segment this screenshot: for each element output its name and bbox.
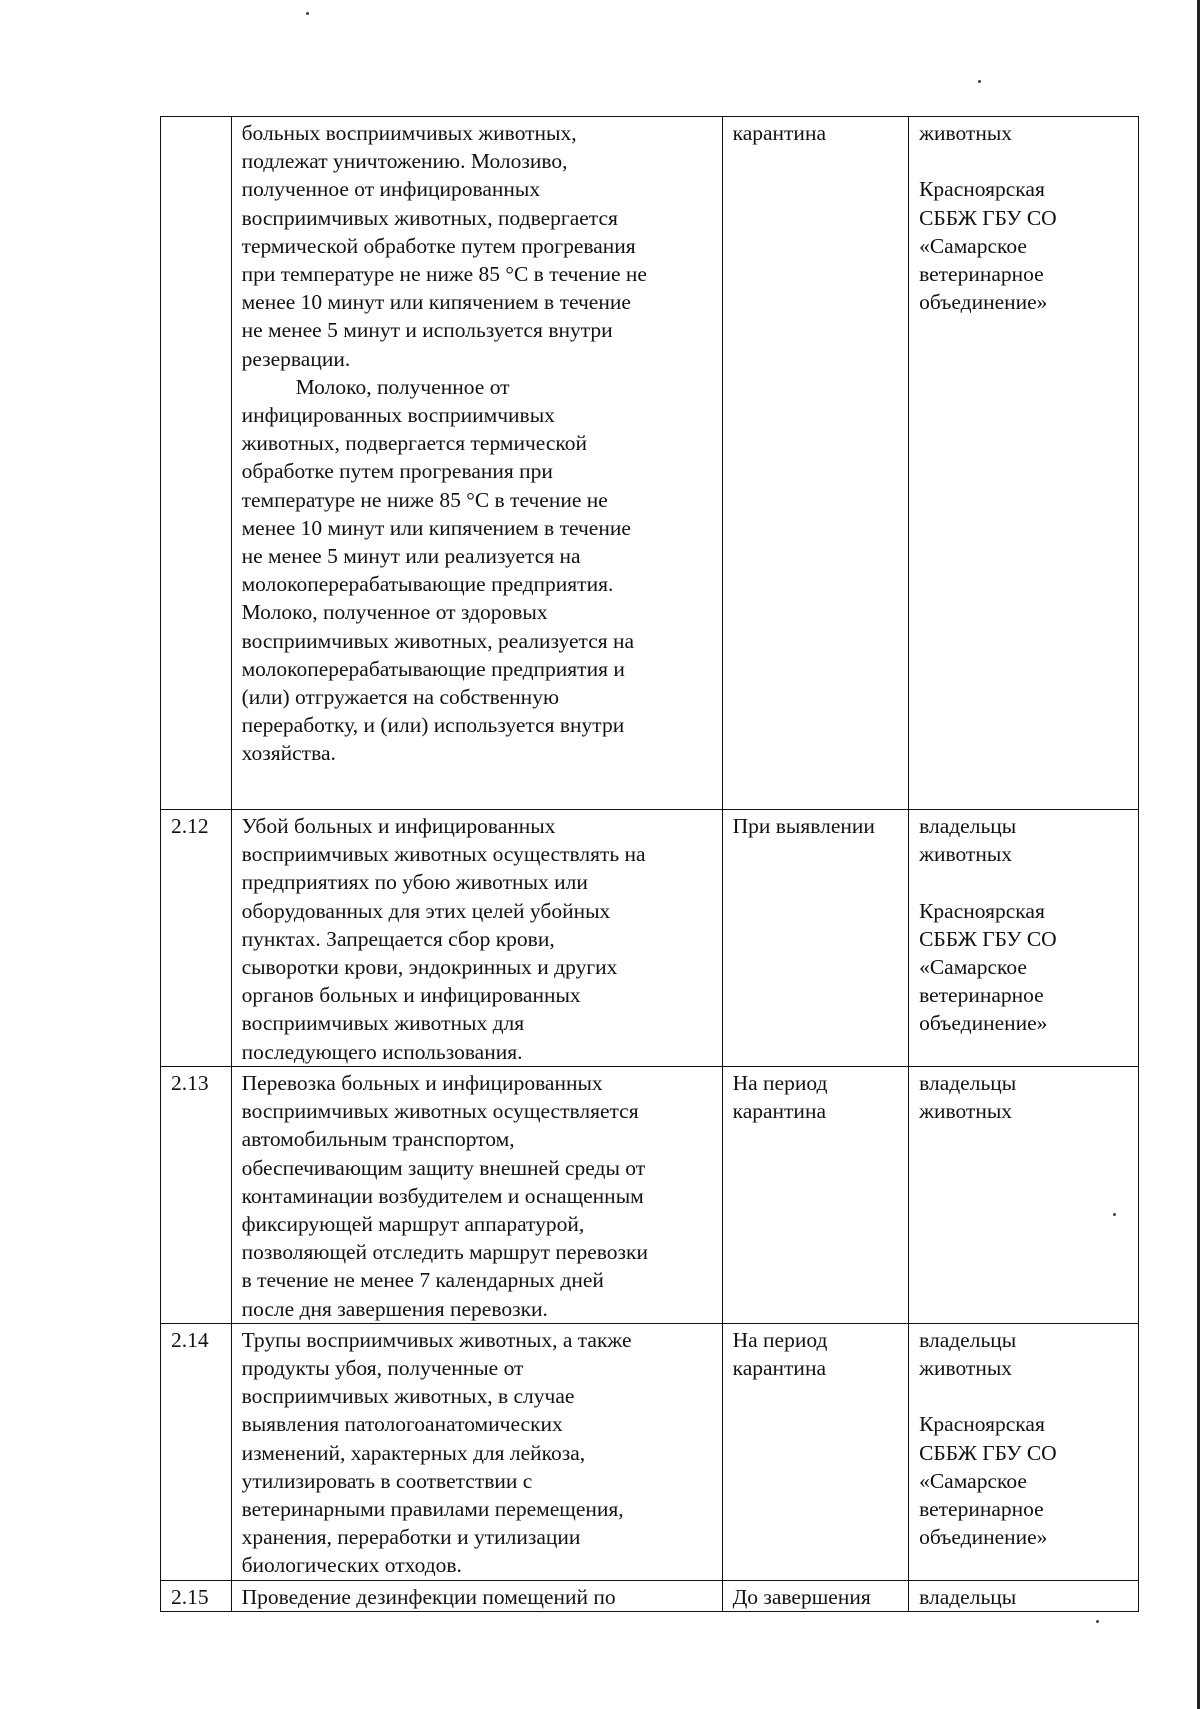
term-text: При выявлении bbox=[732, 814, 875, 838]
term-text: До завершения bbox=[732, 1584, 871, 1609]
action-cell bbox=[231, 117, 722, 810]
term-cell bbox=[722, 1323, 909, 1580]
responsible-cell bbox=[909, 810, 1139, 1067]
responsible-text: животных Красноярская СББЖ ГБУ СО «Самарское ветеринарное объединение» bbox=[919, 121, 1057, 315]
table-row bbox=[161, 1067, 1139, 1324]
row-number bbox=[161, 117, 232, 810]
term-text: На период карантина bbox=[732, 1327, 828, 1381]
action-text: Трупы восприимчивых животных, а также продукты убоя, полученные от восприимчивых животных, в случае выявления патологоанатомических изменений, характерных для лейкоза, утилизировать в соответствии с ветеринарными правилами перемещения, хранения, переработки и утилизации биологических отходов. bbox=[241, 1327, 632, 1578]
responsible-cell bbox=[909, 117, 1139, 810]
action-cell bbox=[231, 1580, 722, 1611]
table-row bbox=[161, 1580, 1139, 1611]
action-text: Проведение дезинфекции помещений по bbox=[241, 1584, 616, 1609]
term-cell bbox=[722, 117, 909, 810]
term-text: На период карантина bbox=[732, 1071, 828, 1124]
responsible-cell bbox=[909, 1580, 1139, 1611]
term-text: карантина bbox=[732, 121, 826, 145]
row-number: 2.14 bbox=[161, 1323, 232, 1580]
responsible-text: владельцы животных Красноярская СББЖ ГБУ СО «Самарское ветеринарное объединение» bbox=[919, 814, 1057, 1036]
table-row bbox=[161, 1323, 1139, 1580]
action-text: больных восприимчивых животных, подлежат уничтожению. Молозиво, полученное от инфицированных восприимчивых животных, подвергается термической обработке путем прогревания при температуре не ниже 85 °С в течение не менее 10 минут или кипячением в течение не менее 5 минут и используется внутри резервации. bbox=[241, 121, 647, 371]
responsible-text: владельцы животных bbox=[919, 1071, 1017, 1124]
scan-speck bbox=[978, 80, 981, 83]
responsible-cell bbox=[909, 1323, 1139, 1580]
measures-table bbox=[160, 116, 1139, 1612]
table-row bbox=[161, 117, 1139, 810]
action-text: Перевозка больных и инфицированных восприимчивых животных осуществляется автомобильным транспортом, обеспечивающим защиту внешней среды от контаминации возбудителем и оснащенным фиксирующей маршрут аппаратурой, позволяющей отследить маршрут перевозки в течение не менее 7 календарных дней после дня завершения перевозки. bbox=[241, 1071, 648, 1321]
scan-speck bbox=[306, 12, 309, 15]
row-number: 2.15 bbox=[161, 1580, 232, 1611]
action-cell bbox=[231, 1067, 722, 1324]
responsible-text: владельцы животных Красноярская СББЖ ГБУ СО «Самарское ветеринарное объединение» bbox=[919, 1327, 1057, 1550]
term-cell bbox=[722, 810, 909, 1067]
row-number: 2.12 bbox=[161, 810, 232, 1067]
responsible-cell bbox=[909, 1067, 1139, 1324]
term-cell bbox=[722, 1067, 909, 1324]
scan-speck bbox=[1096, 1620, 1099, 1623]
row-number: 2.13 bbox=[161, 1067, 232, 1324]
term-cell bbox=[722, 1580, 909, 1611]
action-text: Убой больных и инфицированных восприимчивых животных осуществлять на предприятиях по убою животных или оборудованных для этих целей убойных пунктах. Запрещается сбор крови, сыворотки крови, эндокринных и других органов больных и инфицированных восприимчивых животных для последующего использования. bbox=[241, 814, 646, 1064]
table-row bbox=[161, 810, 1139, 1067]
action-cell bbox=[231, 810, 722, 1067]
responsible-text: владельцы bbox=[919, 1584, 1017, 1609]
action-text-paragraph: Молоко, полученное от инфицированных восприимчивых животных, подвергается термической обработке путем прогревания при температуре не ниже 85 °С в течение не менее 10 минут или кипячением в течение не менее 5 минут или реализуется на молокоперерабатывающие предприятия. Молоко, полученное от здоровых восприимчивых животных, реализуется на молокоперерабатывающие предприятия и (или) отгружается на собственную переработку, и (или) используется внутри хозяйства. bbox=[241, 374, 635, 766]
action-cell bbox=[231, 1323, 722, 1580]
